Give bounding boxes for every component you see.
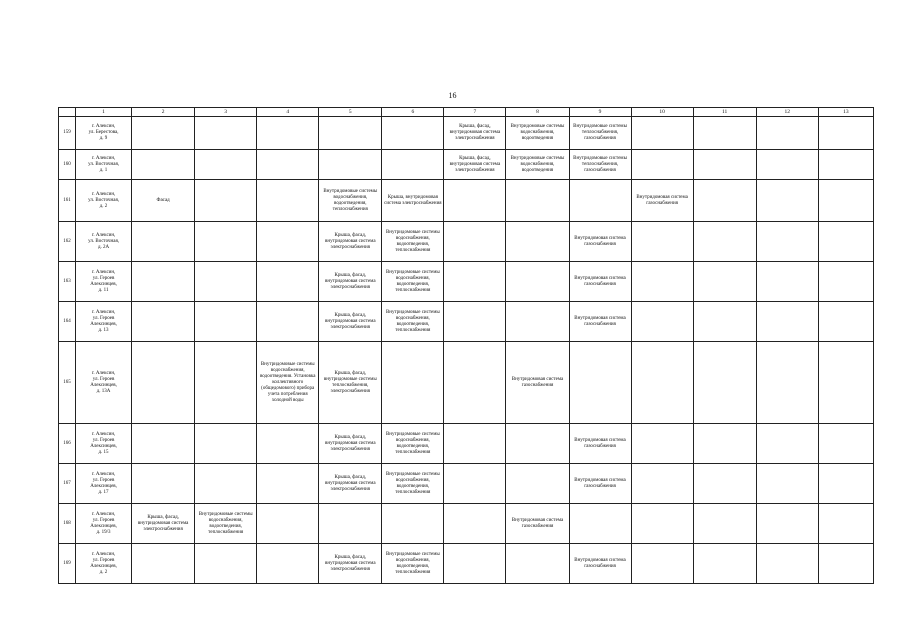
work-cell: Крыша, внутридомовая система электроснабжения: [382, 180, 444, 222]
work-cell: [319, 504, 382, 544]
work-cell: [195, 150, 257, 180]
work-cell: [818, 262, 873, 302]
work-cell: Внутридомовые системы водоснабжения, водоотведения, теплоснабжения: [382, 544, 444, 584]
work-cell: [257, 180, 319, 222]
work-cell: Внутридомовая система газоснабжения: [631, 180, 693, 222]
address-cell: г. Алексин, ул. Восточная, д. 2А: [76, 222, 132, 262]
work-cell: [195, 117, 257, 150]
work-cell: Внутридомовая система газоснабжения: [569, 262, 631, 302]
column-header: 7: [444, 108, 506, 117]
work-cell: [319, 150, 382, 180]
work-cell: [195, 464, 257, 504]
work-cell: [693, 302, 756, 342]
work-cell: Крыша, фасад, внутридомовая система электроснабжения: [319, 222, 382, 262]
work-cell: [693, 180, 756, 222]
work-cell: Крыша, фасад, внутридомовая система электроснабжения: [319, 302, 382, 342]
table-row: [59, 342, 874, 424]
work-cell: [818, 464, 873, 504]
table-row: [59, 117, 874, 150]
row-number: 162: [59, 222, 76, 262]
work-cell: Фасад: [132, 180, 195, 222]
work-cell: Крыша, фасад, внутридомовые системы теплоснабжения, электроснабжения: [319, 342, 382, 424]
work-cell: Внутридомовые системы водоснабжения, водоотведения, теплоснабжения: [319, 180, 382, 222]
work-cell: [382, 342, 444, 424]
address-cell: г. Алексин, ул. Героев Алексинцев, д. 2: [76, 544, 132, 584]
work-cell: Крыша, фасад, внутридомовая система электроснабжения: [319, 464, 382, 504]
work-cell: [257, 544, 319, 584]
column-header: 9: [569, 108, 631, 117]
row-number: 159: [59, 117, 76, 150]
work-cell: [506, 262, 569, 302]
row-number: 167: [59, 464, 76, 504]
work-cell: Внутридомовые системы теплоснабжения, газоснабжения: [569, 150, 631, 180]
work-cell: [693, 150, 756, 180]
work-cell: [444, 262, 506, 302]
work-cell: Внутридомовые системы теплоснабжения, газоснабжения: [569, 117, 631, 150]
work-cell: [132, 262, 195, 302]
work-cell: [693, 222, 756, 262]
address-cell: г. Алексин, ул. Героев Алексинцев, д. 19/3: [76, 504, 132, 544]
work-cell: [132, 464, 195, 504]
work-cell: [506, 180, 569, 222]
work-cell: [756, 544, 818, 584]
work-cell: [631, 544, 693, 584]
work-cell: [631, 117, 693, 150]
work-cell: Внутридомовые системы водоснабжения, водоотведения, теплоснабжения: [382, 262, 444, 302]
address-cell: г. Алексин, ул. Восточная, д. 2: [76, 180, 132, 222]
work-cell: [818, 150, 873, 180]
row-number: 164: [59, 302, 76, 342]
row-number: 163: [59, 262, 76, 302]
row-number: 168: [59, 504, 76, 544]
work-cell: Крыша, фасад, внутридомовая система электроснабжения: [132, 504, 195, 544]
work-cell: [195, 342, 257, 424]
work-cell: [631, 262, 693, 302]
work-cell: [693, 424, 756, 464]
work-cell: [132, 117, 195, 150]
work-cell: [506, 464, 569, 504]
work-cell: [693, 504, 756, 544]
address-cell: г. Алексин, ул. Восточная, д. 1: [76, 150, 132, 180]
work-cell: Внутридомовая система газоснабжения: [506, 504, 569, 544]
work-cell: [195, 262, 257, 302]
table-row: [59, 222, 874, 262]
column-header: 13: [818, 108, 873, 117]
work-cell: [444, 342, 506, 424]
work-cell: [693, 117, 756, 150]
column-header: 2: [132, 108, 195, 117]
column-header: 10: [631, 108, 693, 117]
work-cell: [756, 342, 818, 424]
repair-schedule-table: [58, 107, 874, 584]
work-cell: Крыша, фасад, внутридомовая система электроснабжения: [444, 150, 506, 180]
table-row: [59, 424, 874, 464]
work-cell: [195, 544, 257, 584]
work-cell: Внутридомовые системы водоснабжения, водоотведения: [506, 150, 569, 180]
work-cell: [569, 342, 631, 424]
work-cell: [132, 424, 195, 464]
address-cell: г. Алексин, ул. Берестова, д. 9: [76, 117, 132, 150]
work-cell: Внутридомовые системы водоснабжения, водоотведения: [506, 117, 569, 150]
work-cell: [756, 222, 818, 262]
work-cell: [257, 262, 319, 302]
work-cell: [756, 150, 818, 180]
work-cell: [818, 504, 873, 544]
header-blank: [59, 108, 76, 117]
column-header: 11: [693, 108, 756, 117]
work-cell: [756, 302, 818, 342]
work-cell: Внутридомовая система газоснабжения: [569, 424, 631, 464]
work-cell: [693, 262, 756, 302]
column-header: 1: [76, 108, 132, 117]
column-header: 4: [257, 108, 319, 117]
work-cell: [818, 180, 873, 222]
work-cell: [818, 424, 873, 464]
work-cell: [257, 222, 319, 262]
row-number: 166: [59, 424, 76, 464]
work-cell: [506, 222, 569, 262]
table-row: [59, 180, 874, 222]
work-cell: Внутридомовые системы водоснабжения, водоотведения, теплоснабжения: [382, 222, 444, 262]
table-row: [59, 262, 874, 302]
work-cell: [132, 150, 195, 180]
work-cell: [195, 222, 257, 262]
work-cell: [506, 424, 569, 464]
table-row: [59, 150, 874, 180]
work-cell: Внутридомовая система газоснабжения: [569, 302, 631, 342]
work-cell: [257, 464, 319, 504]
work-cell: [444, 180, 506, 222]
table-row: [59, 302, 874, 342]
column-header: 6: [382, 108, 444, 117]
work-cell: [631, 424, 693, 464]
work-cell: [693, 342, 756, 424]
column-header: 3: [195, 108, 257, 117]
work-cell: [631, 504, 693, 544]
work-cell: Внутридомовые системы водоснабжения, водоотведения, теплоснабжения: [382, 464, 444, 504]
work-cell: [756, 180, 818, 222]
work-cell: [693, 464, 756, 504]
column-number-row: [59, 108, 874, 117]
work-cell: Внутридомовая система газоснабжения: [506, 342, 569, 424]
work-cell: [444, 504, 506, 544]
address-cell: г. Алексин, ул. Героев Алексинцев, д. 11: [76, 262, 132, 302]
work-cell: [257, 302, 319, 342]
address-cell: г. Алексин, ул. Героев Алексинцев, д. 13А: [76, 342, 132, 424]
work-cell: Внутридомовая система газоснабжения: [569, 464, 631, 504]
work-cell: [382, 150, 444, 180]
work-cell: [631, 150, 693, 180]
work-cell: [319, 117, 382, 150]
work-cell: Внутридомовая система газоснабжения: [569, 222, 631, 262]
table-row: [59, 504, 874, 544]
work-cell: Крыша, фасад, внутридомовая система электроснабжения: [444, 117, 506, 150]
work-cell: [257, 504, 319, 544]
work-cell: [631, 222, 693, 262]
row-number: 161: [59, 180, 76, 222]
work-cell: [195, 424, 257, 464]
work-cell: [818, 544, 873, 584]
table-row: [59, 544, 874, 584]
work-cell: [132, 342, 195, 424]
work-cell: Внутридомовые системы водоснабжения, водоотведения, теплоснабжения: [195, 504, 257, 544]
work-cell: [756, 262, 818, 302]
work-cell: [818, 117, 873, 150]
row-number: 169: [59, 544, 76, 584]
address-cell: г. Алексин, ул. Героев Алексинцев, д. 13: [76, 302, 132, 342]
work-cell: [756, 464, 818, 504]
column-header: 8: [506, 108, 569, 117]
work-cell: [382, 504, 444, 544]
work-cell: Крыша, фасад, внутридомовая система электроснабжения: [319, 424, 382, 464]
table-row: [59, 464, 874, 504]
row-number: 160: [59, 150, 76, 180]
work-cell: [382, 117, 444, 150]
work-cell: [195, 180, 257, 222]
work-cell: [257, 424, 319, 464]
work-cell: [631, 464, 693, 504]
work-cell: Внутридомовая система газоснабжения: [569, 544, 631, 584]
work-cell: [506, 544, 569, 584]
work-cell: [693, 544, 756, 584]
work-cell: [818, 302, 873, 342]
work-cell: Крыша, фасад, внутридомовая система электроснабжения: [319, 544, 382, 584]
work-cell: [631, 302, 693, 342]
row-number: 165: [59, 342, 76, 424]
work-cell: [756, 117, 818, 150]
work-cell: [132, 544, 195, 584]
work-cell: [444, 544, 506, 584]
work-cell: [257, 117, 319, 150]
work-cell: [506, 302, 569, 342]
address-cell: г. Алексин, ул. Героев Алексинцев, д. 17: [76, 464, 132, 504]
work-cell: [444, 302, 506, 342]
work-cell: [444, 222, 506, 262]
work-cell: [818, 222, 873, 262]
column-header: 12: [756, 108, 818, 117]
work-cell: [756, 424, 818, 464]
work-cell: [444, 424, 506, 464]
page-number: 16: [448, 91, 457, 100]
work-cell: [132, 222, 195, 262]
work-cell: [756, 504, 818, 544]
work-cell: Крыша, фасад, внутридомовая система электроснабжения: [319, 262, 382, 302]
work-cell: Внутридомовые системы водоснабжения, водоотведения. Установка коллективного (общедомового) прибора учета потребления холодной воды: [257, 342, 319, 424]
work-cell: [132, 302, 195, 342]
work-cell: [257, 150, 319, 180]
work-cell: [195, 302, 257, 342]
work-cell: [818, 342, 873, 424]
work-cell: [631, 342, 693, 424]
work-cell: Внутридомовые системы водоснабжения, водоотведения, теплоснабжения: [382, 424, 444, 464]
address-cell: г. Алексин, ул. Героев Алексинцев, д. 15: [76, 424, 132, 464]
work-cell: [569, 504, 631, 544]
work-cell: [569, 180, 631, 222]
work-cell: Внутридомовые системы водоснабжения, водоотведения, теплоснабжения: [382, 302, 444, 342]
column-header: 5: [319, 108, 382, 117]
work-cell: [444, 464, 506, 504]
